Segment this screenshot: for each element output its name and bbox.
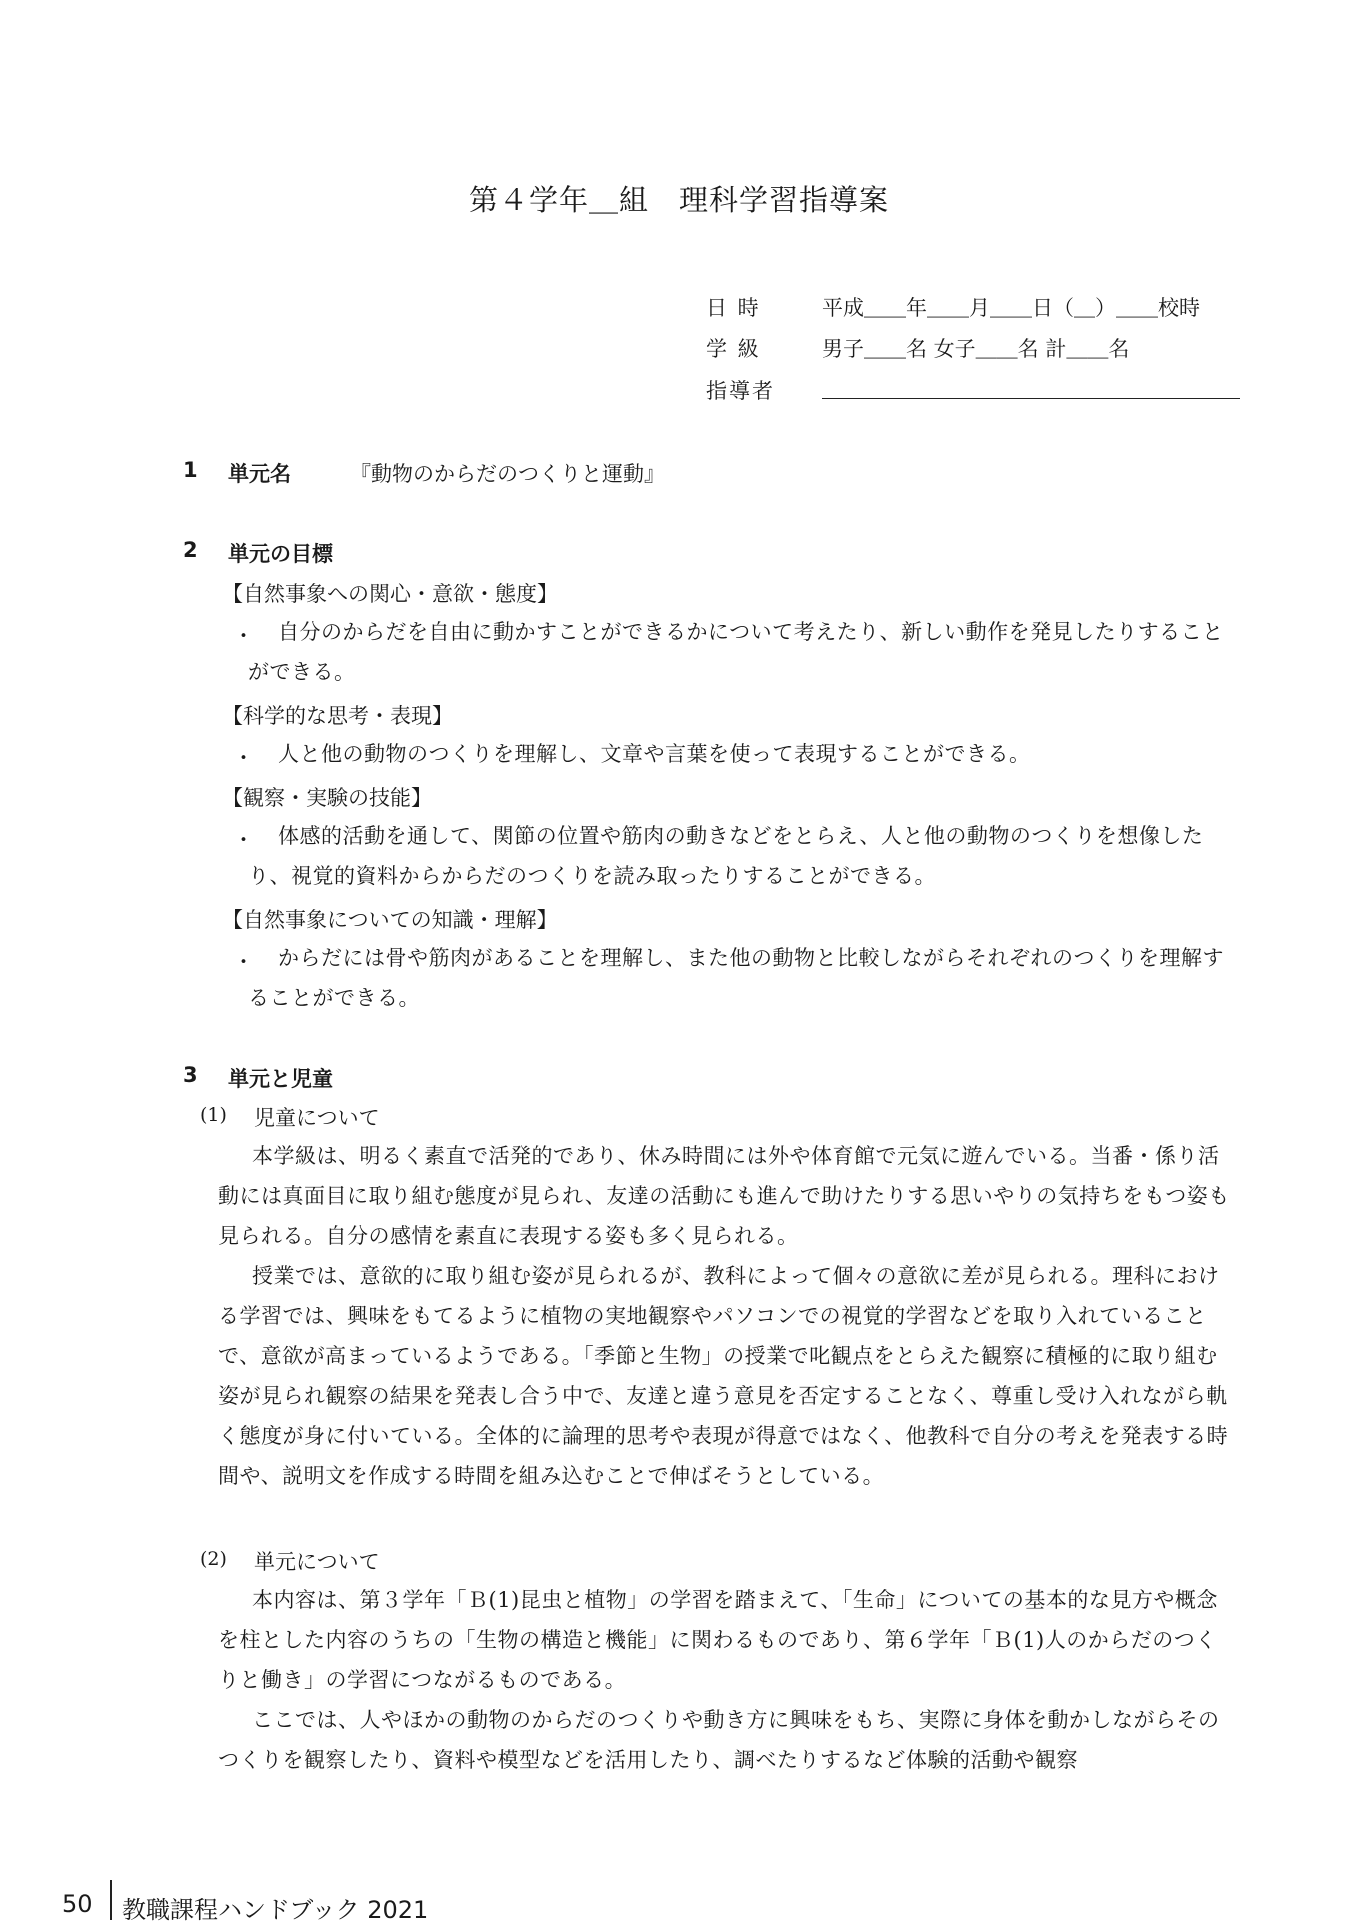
date-label: 日 時	[706, 296, 761, 320]
teacher-label: 指導者	[706, 379, 775, 403]
goal-category: 【自然事象についての知識・理解】	[222, 908, 558, 932]
section-3-number: 3	[183, 1063, 198, 1087]
section-2-title: 単元の目標	[228, 542, 333, 566]
goal-category: 【観察・実験の技能】	[222, 786, 432, 810]
section-2-number: 2	[183, 538, 198, 562]
goal-text: 自分のからだを自由に動かすことができるかについて考えたり、新しい動作を発見したりすることができる。	[248, 620, 1224, 684]
goal-text: からだには骨や筋肉があることを理解し、また他の動物と比較しながらそれぞれのつくりを理解することができる。	[248, 946, 1224, 1010]
section-2-heading	[0, 538, 1358, 568]
section-1-heading	[0, 458, 1358, 488]
paragraph: ここでは、人やほかの動物のからだのつくりや動き方に興味をもち、実際に身体を動かしながらそのつくりを観察したり、資料や模型などを活用したり、調べたりするなど体験的活動や観察	[218, 1708, 1220, 1772]
page-title: 第４学年＿組 理科学習指導案	[468, 183, 889, 217]
section-3-title: 単元と児童	[228, 1067, 333, 1091]
paragraph: 本内容は、第３学年「Ｂ(1)昆虫と植物」の学習を踏まえて、「生命」についての基本的な見方や概念を柱とした内容のうちの「生物の構造と機能」に関わるものであり、第６学年「Ｂ(1)人のからだのつくりと働き」の学習につながるものである。	[218, 1588, 1218, 1692]
section-1-title: 単元名	[228, 462, 291, 486]
goal-text: 体感的活動を通して、関節の位置や筋肉の動きなどをとらえ、人と他の動物のつくりを想像したり、視覚的資料からからだのつくりを読み取ったりすることができる。	[248, 824, 1204, 888]
goal-category: 【自然事象への関心・意欲・態度】	[222, 582, 558, 606]
goal-category: 【科学的な思考・表現】	[222, 704, 453, 728]
subsection-2-number: (2)	[200, 1548, 227, 1570]
bullet-icon: ・	[233, 746, 254, 770]
bullet-icon: ・	[233, 624, 254, 648]
bullet-icon: ・	[233, 828, 254, 852]
subsection-1-title: 児童について	[254, 1106, 380, 1130]
teacher-name-line	[822, 398, 1240, 399]
footer-book-title: 教職課程ハンドブック 2021	[122, 1896, 429, 1924]
page-number: 50	[62, 1890, 93, 1918]
bullet-icon: ・	[233, 950, 254, 974]
unit-name: 『動物のからだのつくりと運動』	[350, 462, 665, 486]
section-3-heading	[0, 1063, 1358, 1093]
goal-text: 人と他の動物のつくりを理解し、文章や言葉を使って表現することができる。	[278, 742, 1031, 766]
class-label: 学 級	[706, 337, 761, 361]
footer-divider	[110, 1880, 112, 1920]
class-value: 男子＿＿名 女子＿＿名 計＿＿名	[822, 337, 1130, 361]
section-1-number: 1	[183, 458, 198, 482]
paragraph: 授業では、意欲的に取り組む姿が見られるが、教科によって個々の意欲に差が見られる。理科における学習では、興味をもてるように植物の実地観察やパソコンでの視覚的学習などを取り入れていることで、意欲が高まっているようである。「季節と生物」の授業で叱観点をとらえた観察に積極的に取り組む姿が見られ観察の結果を発表し合う中で、友達と違う意見を否定することなく、尊重し受け入れながら軌く態度が身に付いている。全体的に論理的思考や表現が得意ではなく、他教科で自分の考えを発表する時間や、説明文を作成する時間を組み込むことで伸ばそうとしている。	[218, 1264, 1229, 1488]
date-value: 平成＿＿年＿＿月＿＿日（＿）＿＿校時	[822, 296, 1200, 320]
subsection-1-number: (1)	[200, 1104, 227, 1126]
paragraph: 本学級は、明るく素直で活発的であり、休み時間には外や体育館で元気に遊んでいる。当番・係り活動には真面目に取り組む態度が見られ、友達の活動にも進んで助けたりする思いやりの気持ちをもつ姿も見られる。自分の感情を素直に表現する姿も多く見られる。	[218, 1144, 1230, 1248]
subsection-2-title: 単元について	[254, 1550, 380, 1574]
